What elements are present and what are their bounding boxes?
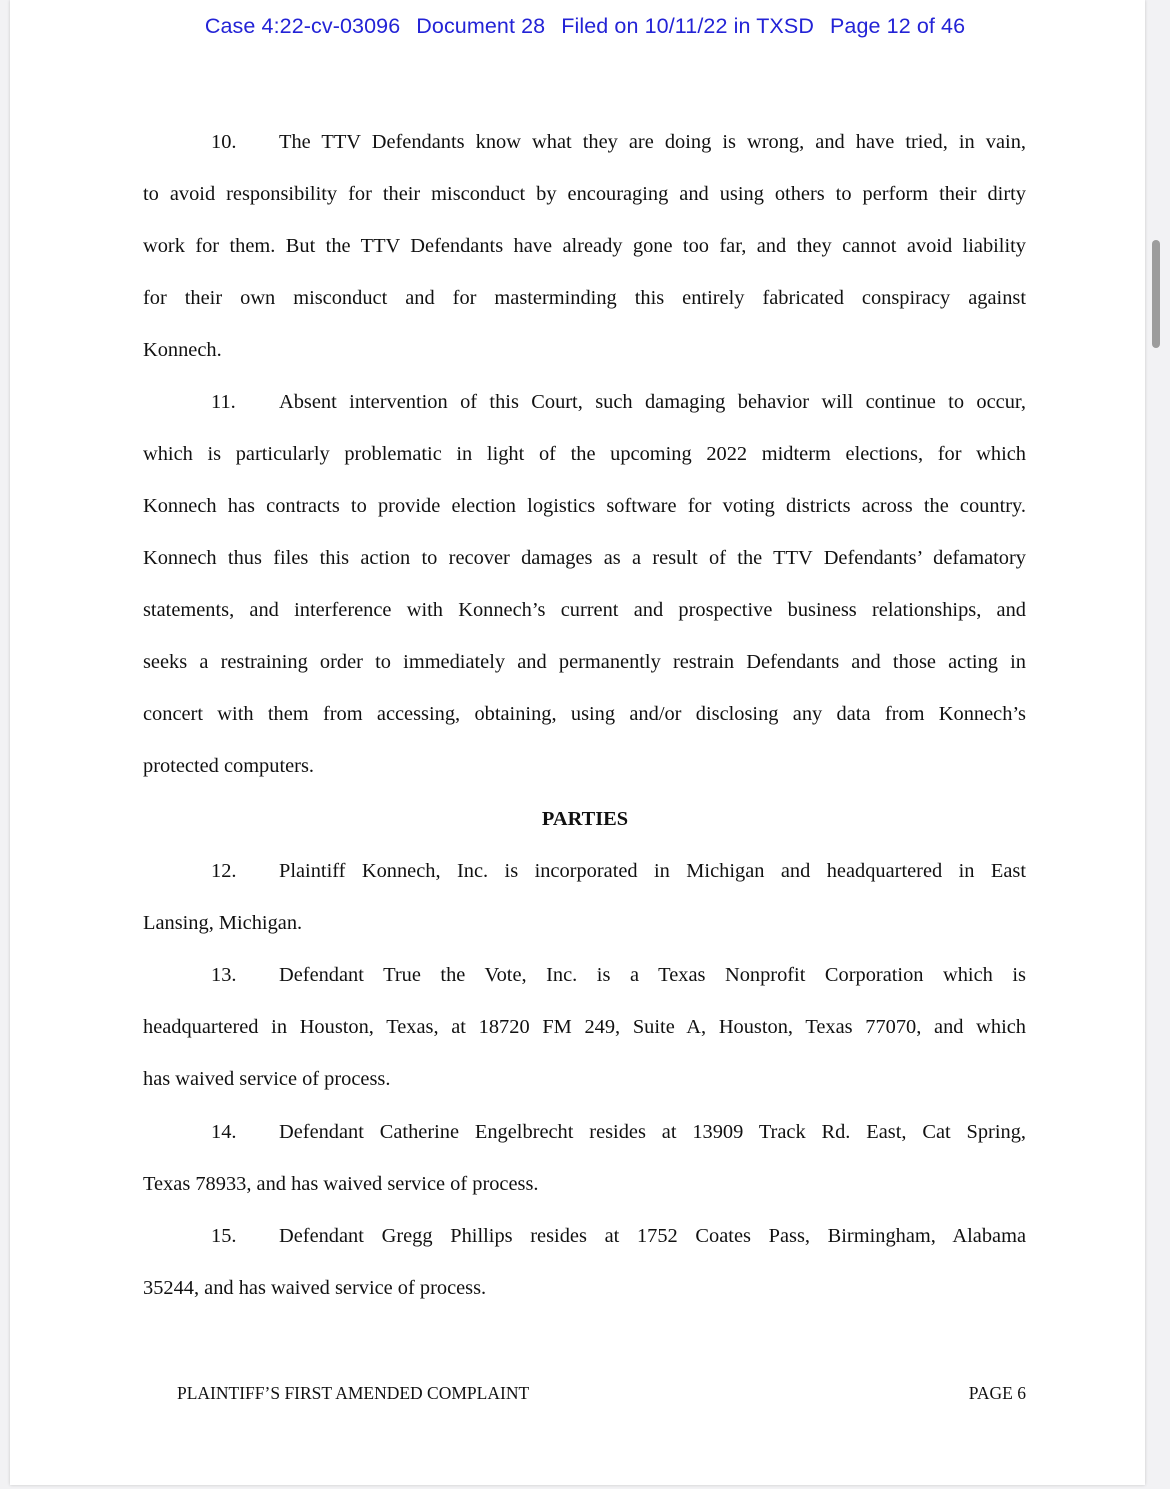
paragraph-13-line-2: headquartered in Houston, Texas, at 18720 FM 249, Suite A, Houston, Texas 77070, and which <box>143 1016 1026 1038</box>
document-number: Document 28 <box>416 14 546 38</box>
vertical-scrollbar[interactable] <box>1152 240 1160 348</box>
paragraph-12-line-1: 12. Plaintiff Konnech, Inc. is incorporated in Michigan and headquartered in East <box>211 860 1026 882</box>
paragraph-number: 15. <box>211 1225 237 1247</box>
paragraph-10-line-4: for their own misconduct and for masterminding this entirely fabricated conspiracy against <box>143 287 1026 309</box>
paragraph-14-line-2: Texas 78933, and has waived service of process. <box>143 1173 539 1195</box>
paragraph-11-line-8: protected computers. <box>143 755 314 777</box>
paragraph-10-line-3: work for them. But the TTV Defendants have already gone too far, and they cannot avoid liability <box>143 235 1026 257</box>
paragraph-10-line-5: Konnech. <box>143 339 222 361</box>
paragraph-12-line-2: Lansing, Michigan. <box>143 912 303 934</box>
paragraph-11-line-5: statements, and interference with Konnech’s current and prospective business relationships, and <box>143 599 1026 621</box>
paragraph-13-line-3: has waived service of process. <box>143 1068 391 1090</box>
paragraph-number: 10. <box>211 131 237 153</box>
paragraph-11-line-6: seeks a restraining order to immediately and permanently restrain Defendants and those acting in <box>143 651 1026 673</box>
paragraph-14-line-1: 14. Defendant Catherine Engelbrecht resides at 13909 Track Rd. East, Cat Spring, <box>211 1121 1026 1143</box>
footer-page-number: PAGE 6 <box>968 1383 1026 1403</box>
filed-date: Filed on 10/11/22 in TXSD <box>561 14 814 38</box>
paragraph-15-line-2: 35244, and has waived service of process. <box>143 1277 487 1299</box>
paragraph-number: 13. <box>211 964 237 986</box>
case-number: Case 4:22-cv-03096 <box>204 14 401 38</box>
paragraph-11-line-3: Konnech has contracts to provide election logistics software for voting districts across the country. <box>143 495 1026 517</box>
paragraph-13-line-1: 13. Defendant True the Vote, Inc. is a Texas Nonprofit Corporation which is <box>211 964 1026 986</box>
paragraph-11-line-2: which is particularly problematic in light of the upcoming 2022 midterm elections, for which <box>143 443 1026 465</box>
paragraph-11-line-1: 11. Absent intervention of this Court, such damaging behavior will continue to occur, <box>211 391 1026 413</box>
paragraph-10-line-2: to avoid responsibility for their misconduct by encouraging and using others to perform their dirty <box>143 183 1026 205</box>
paragraph-number: 11. <box>211 391 236 413</box>
paragraph-11-line-4: Konnech thus files this action to recover damages as a result of the TTV Defendants’ defamatory <box>143 547 1026 569</box>
paragraph-15-line-1: 15. Defendant Gregg Phillips resides at 1752 Coates Pass, Birmingham, Alabama <box>211 1225 1026 1247</box>
page-count: Page 12 of 46 <box>829 14 966 38</box>
footer-title: PLAINTIFF’S FIRST AMENDED COMPLAINT <box>177 1383 530 1403</box>
section-heading: PARTIES <box>541 808 629 830</box>
document-page <box>10 0 1145 1485</box>
paragraph-number: 12. <box>211 860 237 882</box>
paragraph-number: 14. <box>211 1121 237 1143</box>
paragraph-10-line-1: 10. The TTV Defendants know what they are doing is wrong, and have tried, in vain, <box>211 131 1026 153</box>
ecf-header <box>0 14 1170 39</box>
paragraph-11-line-7: concert with them from accessing, obtaining, using and/or disclosing any data from Konnech’s <box>143 703 1026 725</box>
